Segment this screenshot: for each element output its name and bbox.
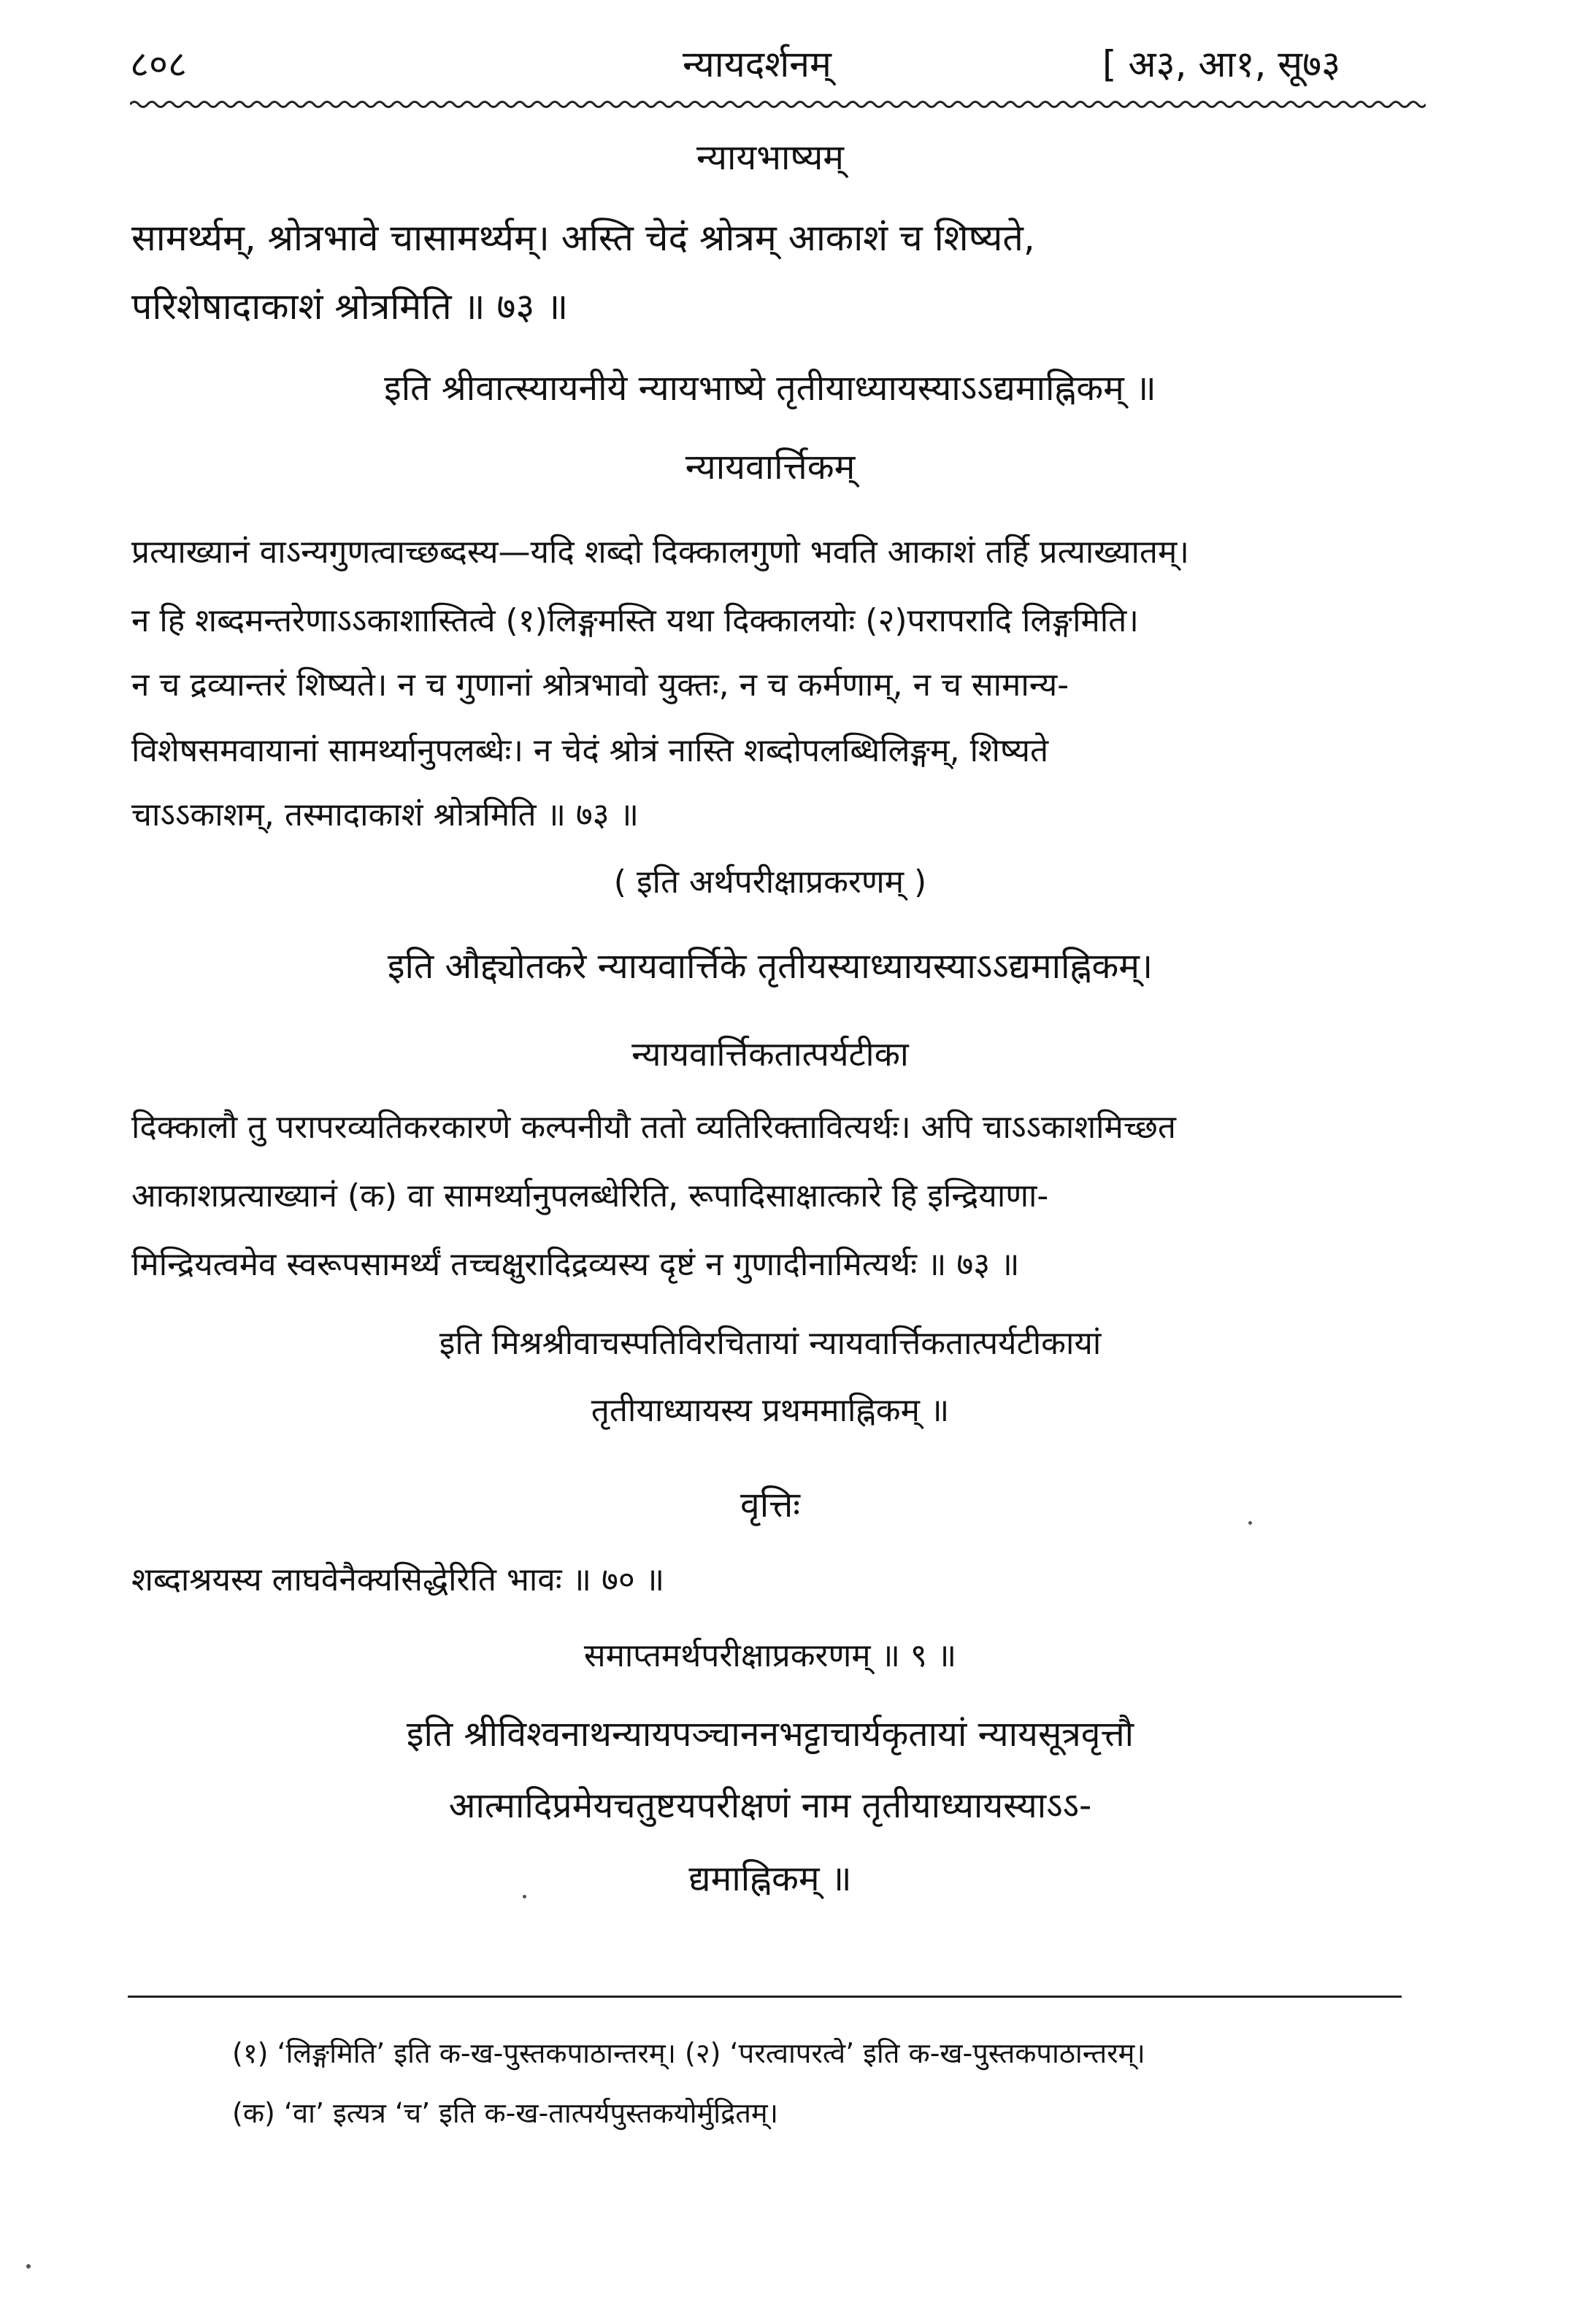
bhashya-heading: न्यायभाष्यम् xyxy=(696,137,845,178)
vartika-line-2: न हि शब्दमन्तरेणाऽऽकाशास्तित्वे (१)लिङ्गमस्ति यथा दिक्कालयोः (२)परापरादि लिङ्गमिति। xyxy=(131,602,1139,639)
vartika-line-1: प्रत्याख्यानं वाऽन्यगुणत्वाच्छब्दस्य—यदि शब्दो दिक्कालगुणो भवति आकाशं तर्हि प्रत्याख्यातम्। xyxy=(131,534,1189,571)
vartika-colophon: इति औद्द्योतकरे न्यायवार्त्तिके तृतीयस्याध्यायस्याऽऽद्यमाह्निकम्। xyxy=(387,946,1153,987)
footnote-rule xyxy=(128,1996,1402,1998)
scan-speck xyxy=(523,1895,526,1898)
footnote-line-1: (१) ‘लिङ्गमिति’ इति क-ख-पुस्तकपाठान्तरम्। (२) ‘परत्वापरत्वे’ इति क-ख-पुस्तकपाठान्तरम्। xyxy=(232,2037,1145,2069)
scan-speck xyxy=(26,2264,31,2269)
vartika-prakarana: ( इति अर्थपरीक्षाप्रकरणम् ) xyxy=(613,863,927,901)
tika-colophon-1: इति मिश्रश्रीवाचस्पतिविरचितायां न्यायवार्त्तिकतात्पर्यटीकायां xyxy=(439,1325,1102,1362)
bhashya-line-2: परिशेषादाकाशं श्रोत्रमिति ॥ ७३ ॥ xyxy=(131,285,569,328)
tika-heading: न्यायवार्त्तिकतात्पर्यटीका xyxy=(631,1034,909,1074)
scan-speck xyxy=(1248,1521,1252,1525)
vritti-colophon-2: आत्मादिप्रमेयचतुष्टयपरीक्षणं नाम तृतीयाध्यायस्याऽऽ- xyxy=(448,1785,1092,1826)
tika-line-3: मिन्द्रियत्वमेव स्वरूपसामर्थ्यं तच्चक्षुरादिद्रव्यस्य दृष्टं न गुणादीनामित्यर्थः ॥ ७३ ॥ xyxy=(131,1246,1020,1283)
vritti-colophon-3: द्यमाह्निकम् ॥ xyxy=(688,1858,852,1899)
tika-colophon-2: तृतीयाध्यायस्य प्रथममाह्निकम् ॥ xyxy=(591,1392,950,1429)
vartika-heading: न्यायवार्त्तिकम् xyxy=(685,447,856,488)
tika-line-1: दिक्कालौ तु परापरव्यतिकरकारणे कल्पनीयौ ततो व्यतिरिक्तावित्यर्थः। अपि चाऽऽकाशमिच्छत xyxy=(131,1109,1176,1146)
running-title: न्यायदर्शनम् xyxy=(683,43,832,85)
chapter-reference: [ अ३, आ१, सू७३ xyxy=(1102,43,1341,85)
vritti-heading: वृत्तिः xyxy=(740,1485,800,1525)
footnote-line-2: (क) ‘वा’ इत्यत्र ‘च’ इति क-ख-तात्पर्यपुस्तकयोर्मुद्रितम्। xyxy=(232,2097,779,2129)
tika-line-2: आकाशप्रत्याख्यानं (क) वा सामर्थ्यानुपलब्धेरिति, रूपादिसाक्षात्कारे हि इन्द्रियाणा- xyxy=(131,1177,1049,1215)
header-wavy-rule xyxy=(130,99,1426,109)
vartika-line-3: न च द्रव्यान्तरं शिष्यते। न च गुणानां श्रोत्रभावो युक्तः, न च कर्मणाम्, न च सामान्य- xyxy=(131,666,1069,704)
bhashya-line-1: सामर्थ्यम्, श्रोत्रभावे चासामर्थ्यम्। अस्ति चेदं श्रोत्रम् आकाशं च शिष्यते, xyxy=(131,217,1035,259)
vritti-colophon-1: इति श्रीविश्वनाथन्यायपञ्चाननभट्टाचार्यकृतायां न्यायसूत्रवृत्तौ xyxy=(406,1714,1134,1755)
page-number: ८०८ xyxy=(130,43,187,85)
vritti-prakarana: समाप्तमर्थपरीक्षाप्रकरणम् ॥ ९ ॥ xyxy=(583,1637,957,1674)
vartika-line-4: विशेषसमवायानां सामर्थ्यानुपलब्धेः। न चेदं श्रोत्रं नास्ति शब्दोपलब्धिलिङ्गम्, शिष्यते xyxy=(131,732,1049,769)
vritti-line: शब्दाश्रयस्य लाघवेनैक्यसिद्धेरिति भावः ॥ ७० ॥ xyxy=(131,1561,665,1598)
bhashya-colophon: इति श्रीवात्स्यायनीये न्यायभाष्ये तृतीयाध्यायस्याऽऽद्यमाह्निकम् ॥ xyxy=(384,368,1156,409)
vartika-line-5: चाऽऽकाशम्, तस्मादाकाशं श्रोत्रमिति ॥ ७३ ॥ xyxy=(131,796,640,834)
